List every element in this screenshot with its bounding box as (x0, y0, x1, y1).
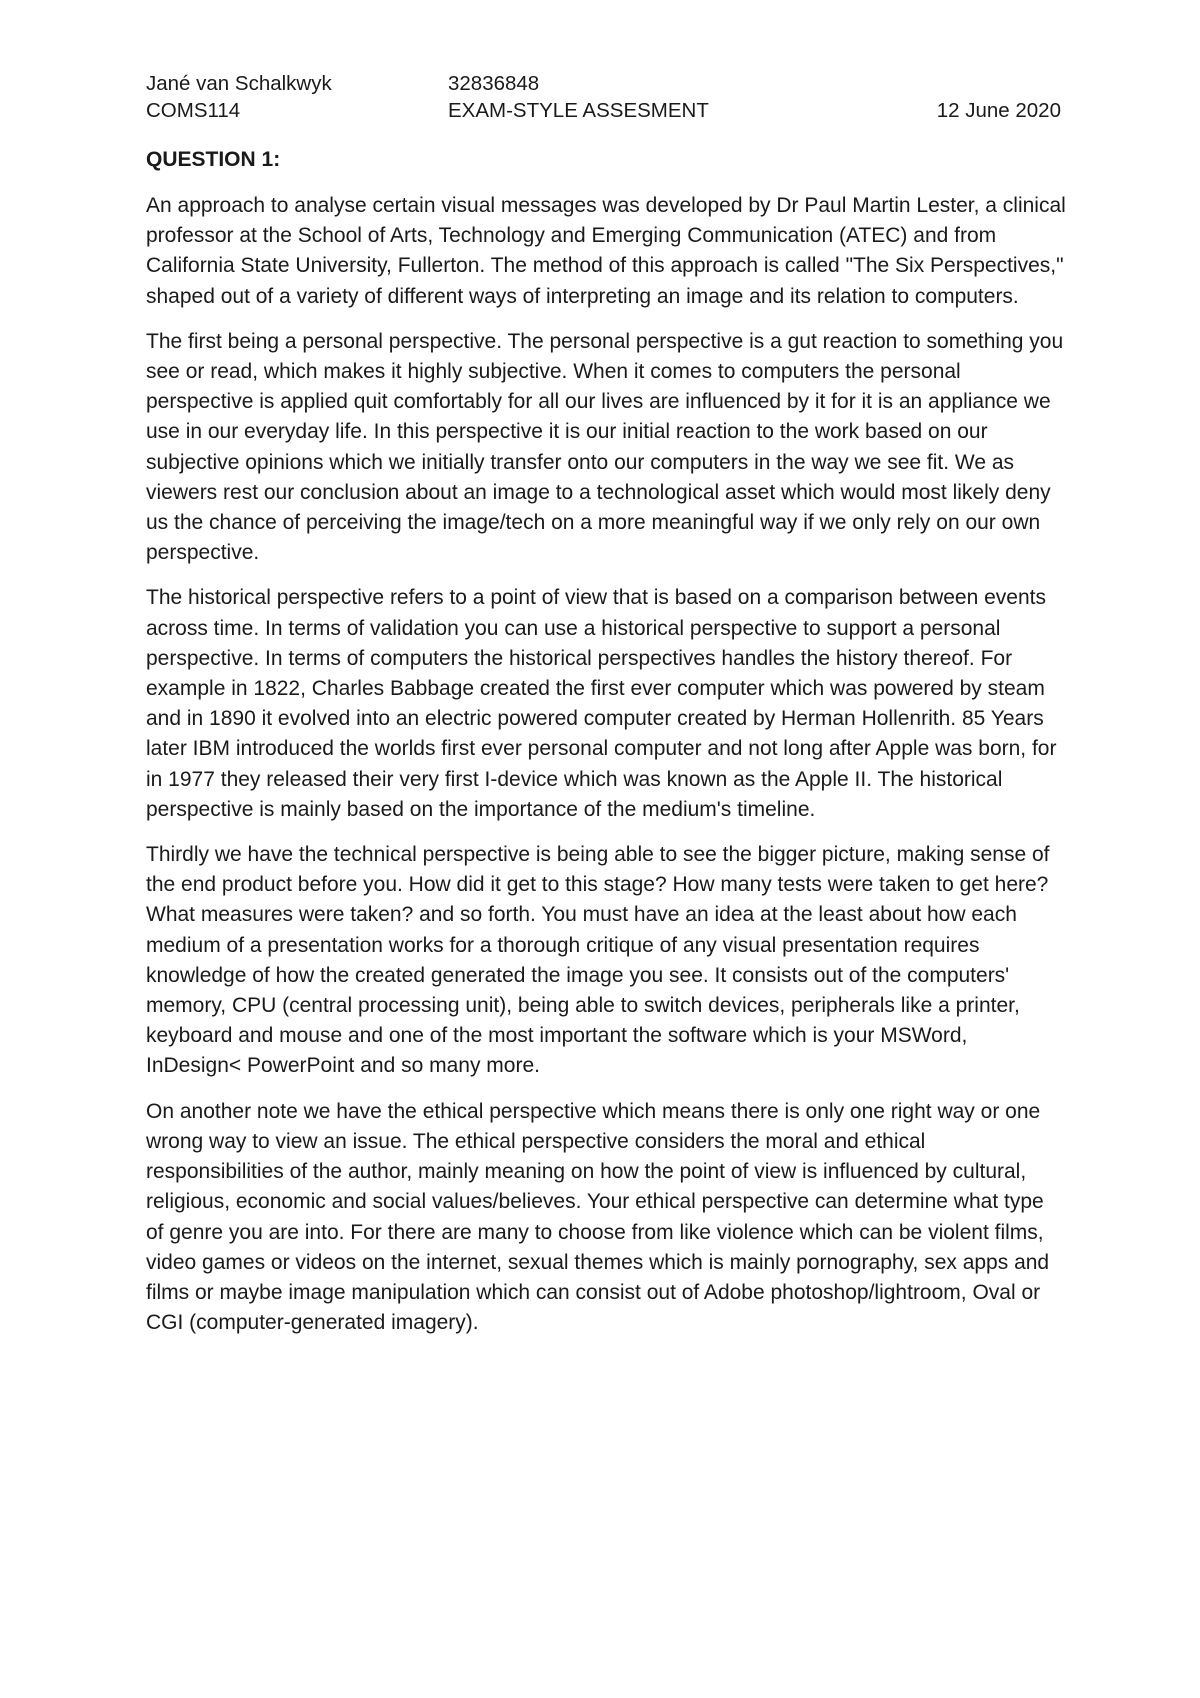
document-header (146, 70, 1061, 124)
paragraph-technical-perspective: Thirdly we have the technical perspective is being able to see the bigger picture, making sense of the end product before you. How did it get to this stage? How many tests were taken to get here? What measures were taken? and so forth. You must have an idea at the least about how each medium of a presentation works for a thorough critique of any visual presentation requires knowledge of how the created generated the image you see. It consists out of the computers' memory, CPU (central processing unit), being able to switch devices, peripherals like a printer, keyboard and mouse and one of the most important the software which is your MSWord, InDesign< PowerPoint and so many more. (146, 843, 1050, 1078)
paragraph-ethical-perspective: On another note we have the ethical perspective which means there is only one right way or one wrong way to view an issue. The ethical perspective considers the moral and ethical responsibilities of the author, mainly meaning on how the point of view is influenced by cultural, religious, economic and social values/believes. Your ethical perspective can determine what type of genre you are into. For there are many to choose from like violence which can be violent films, video games or videos on the internet, sexual themes which is mainly pornography, sex apps and films or maybe image manipulation which can consist out of Adobe photoshop/lightroom, Oval or CGI (computer-generated imagery). (146, 1099, 1050, 1335)
paragraph-personal-perspective: The first being a personal perspective. The personal perspective is a gut reaction to something you see or read, which makes it highly subjective. When it comes to computers the personal perspective is applied quit comfortably for all our lives are influenced by it for it is an appliance we use in our everyday life. In this perspective it is our initial reaction to the work based on our subjective opinions which we initially transfer onto our computers in the way we see fit. We as viewers rest our conclusion about an image to a technological asset which would most likely deny us the chance of perceiving the image/tech on a more meaningful way if we only rely on our own perspective. (146, 329, 1064, 565)
header-row-1 (146, 70, 1061, 97)
header-row-2 (146, 97, 1061, 124)
author-name: Jané van Schalkwyk (146, 72, 332, 95)
assessment-title: EXAM-STYLE ASSESMENT (448, 99, 709, 122)
paragraph-historical-perspective: The historical perspective refers to a point of view that is based on a comparison between events across time. In terms of validation you can use a historical perspective to support a personal perspective. In terms of computers the historical perspectives handles the history thereof. For example in 1822, Charles Babbage created the first ever computer which was powered by steam and in 1890 it evolved into an electric powered computer created by Herman Hollenrith. 85 Years later IBM introduced the worlds first ever personal computer and not long after Apple was born, for in 1977 they released their very first I-device which was known as the Apple II. The historical perspective is mainly based on the importance of the medium's timeline. (146, 586, 1057, 821)
student-number: 32836848 (448, 72, 540, 95)
question-title: QUESTION 1: (146, 148, 281, 171)
document-body (146, 146, 1066, 1353)
paragraph-intro: An approach to analyse certain visual messages was developed by Dr Paul Martin Lester, a clinical professor at the School of Arts, Technology and Emerging Communication (ATEC) and from California State University, Fullerton. The method of this approach is called "The Six Perspectives," shaped out of a variety of different ways of interpreting an image and its relation to computers. (146, 194, 1066, 308)
document-date: 12 June 2020 (936, 99, 1061, 122)
course-code: COMS114 (146, 99, 241, 122)
